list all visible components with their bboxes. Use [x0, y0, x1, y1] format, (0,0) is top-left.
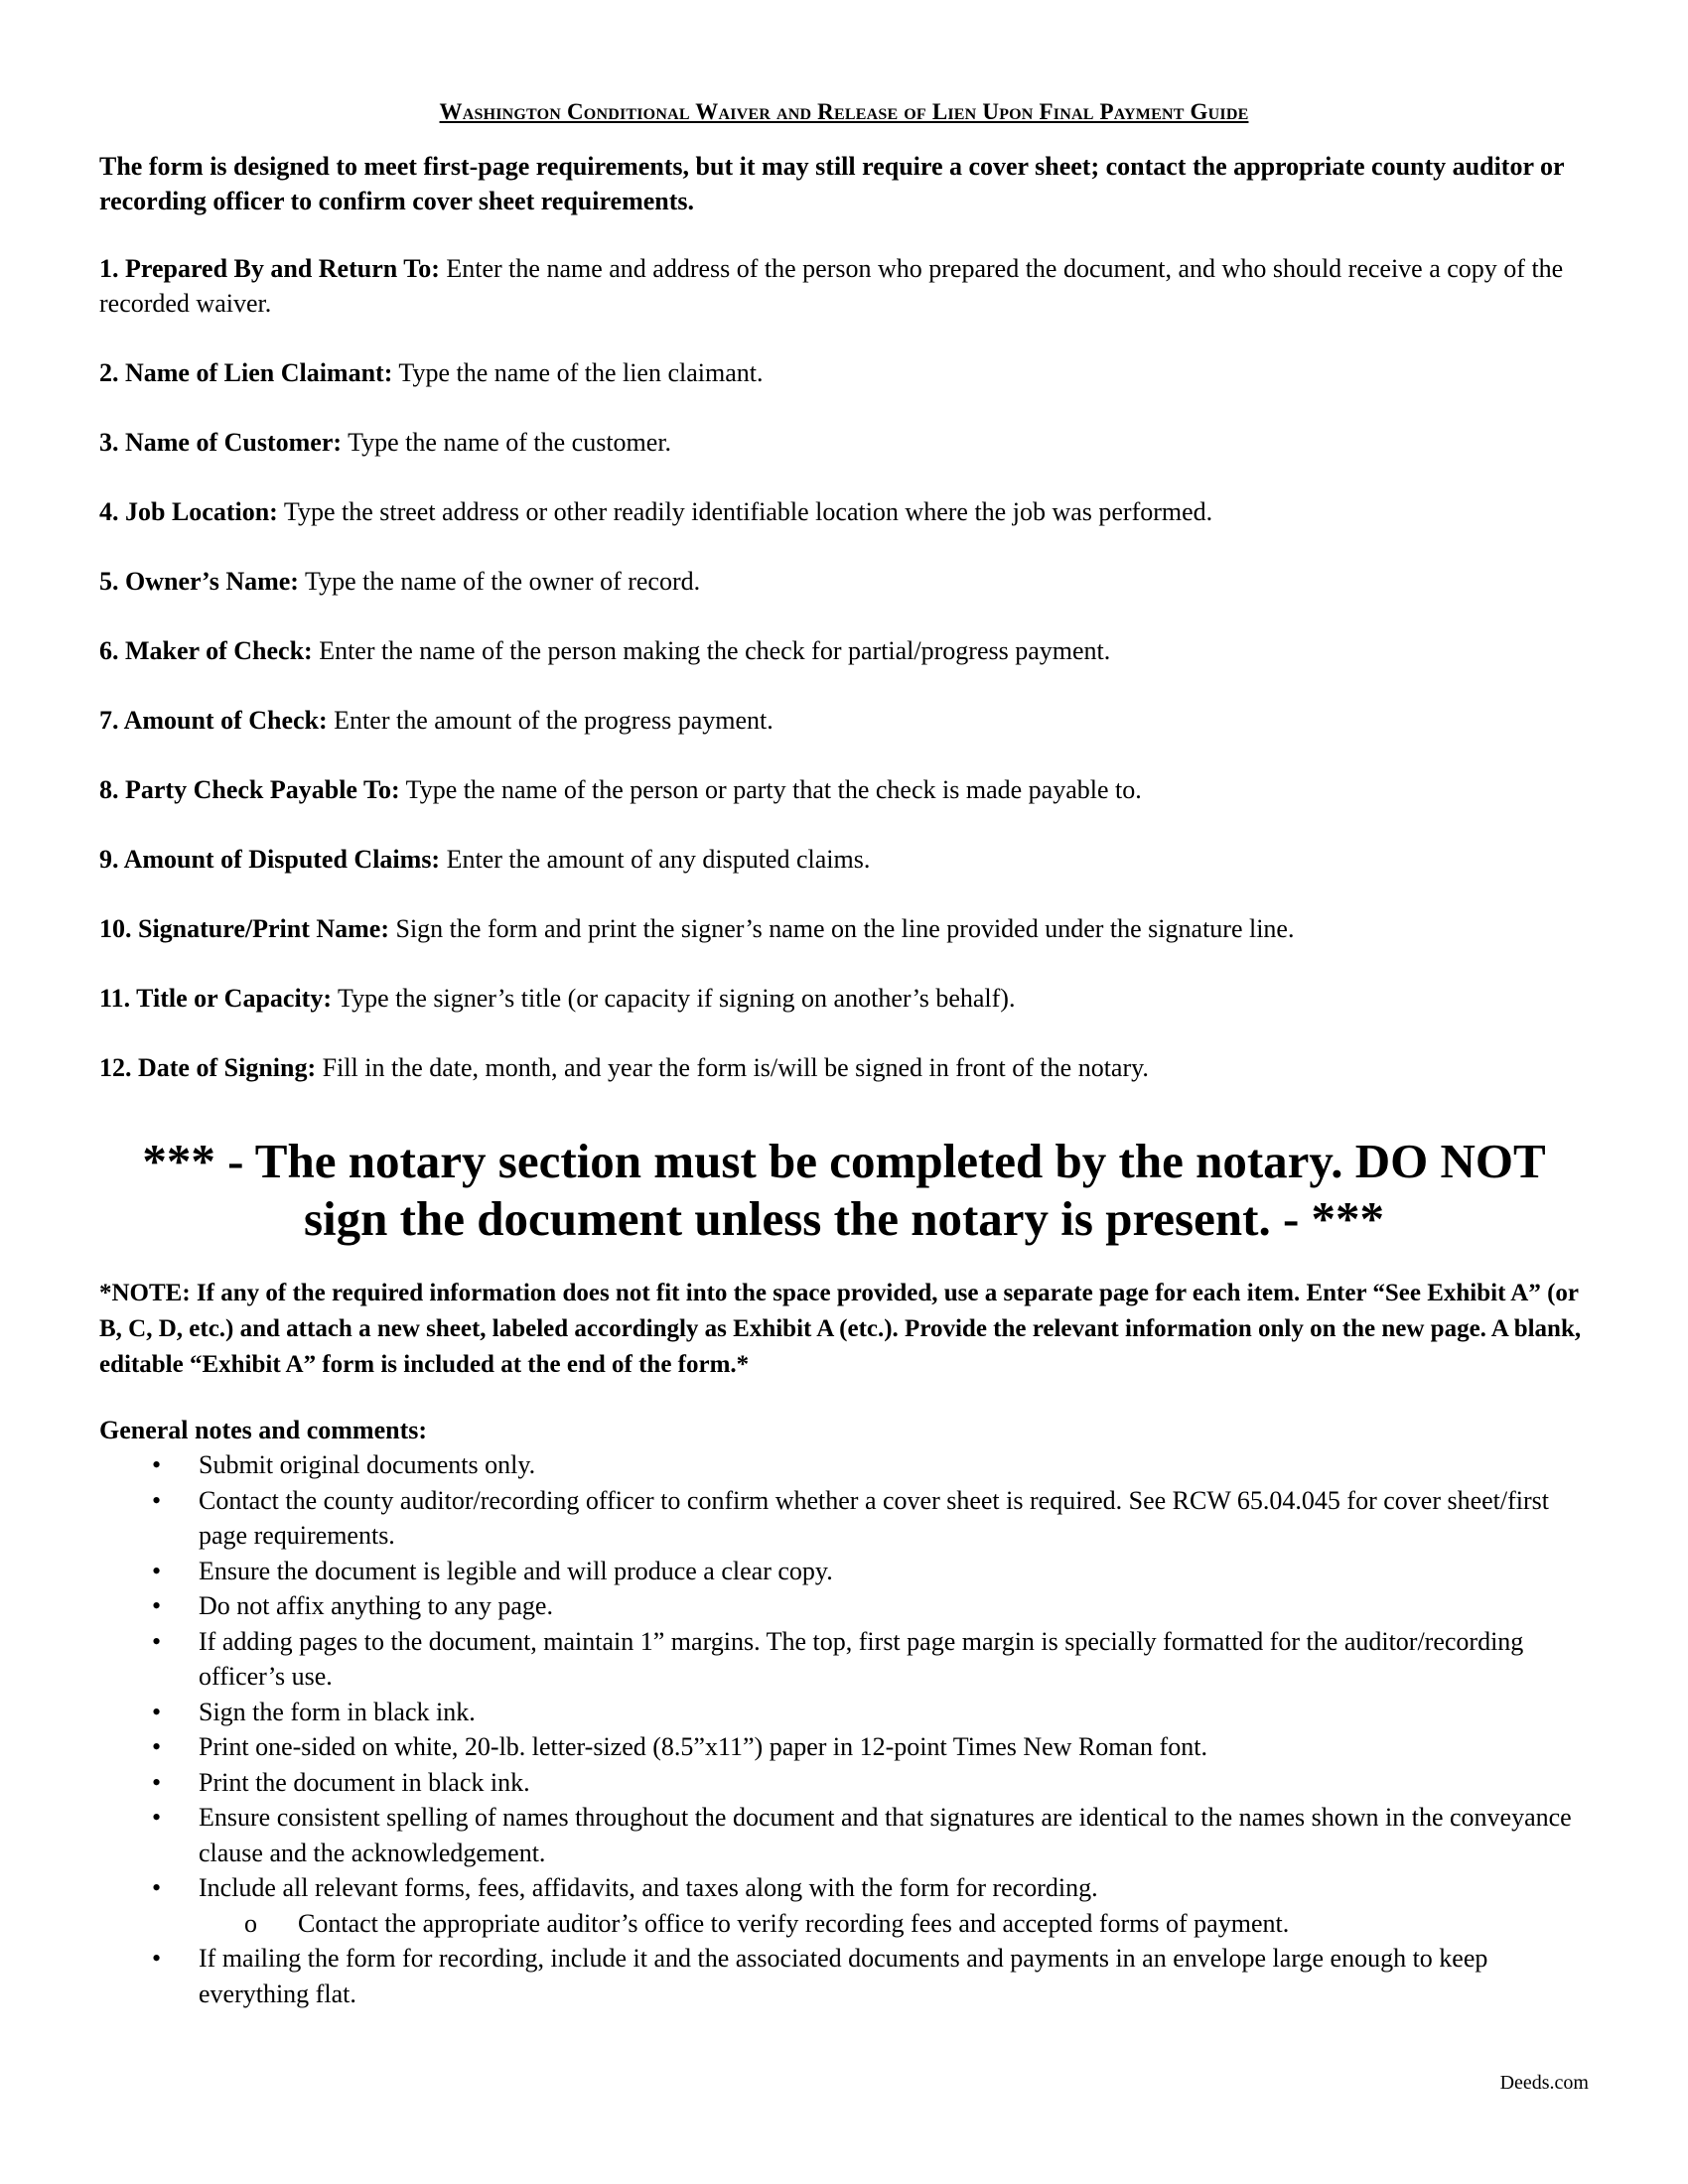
step-item — [99, 842, 1589, 877]
bullet-icon: • — [152, 1944, 162, 1973]
list-item — [99, 1800, 1589, 1870]
step-text: Enter the amount of the progress payment. — [327, 706, 774, 735]
bullet-icon: • — [152, 1626, 162, 1656]
document-title: Washington Conditional Waiver and Release of Lien Upon Final Payment Guide — [439, 99, 1249, 124]
instruction-steps — [99, 251, 1589, 1085]
step-item — [99, 772, 1589, 807]
list-item-text: Ensure the document is legible and will produce a clear copy. — [199, 1556, 833, 1585]
list-item — [99, 1695, 1589, 1730]
step-label: 11. Title or Capacity: — [99, 984, 332, 1013]
step-text: Enter the name and address of the person who prepared the document, and who should receive a copy of the recorded waiver. — [99, 254, 1564, 318]
bullet-icon: • — [152, 1591, 162, 1620]
step-text: Type the name of the lien claimant. — [392, 358, 764, 387]
step-item — [99, 703, 1589, 738]
document-page — [99, 99, 1589, 2011]
list-item — [99, 1483, 1589, 1554]
step-item — [99, 1050, 1589, 1085]
list-item-text: Include all relevant forms, fees, affidavits, and taxes along with the form for recording. — [199, 1873, 1098, 1902]
list-item — [99, 1554, 1589, 1589]
step-label: 9. Amount of Disputed Claims: — [99, 845, 441, 874]
step-label: 8. Party Check Payable To: — [99, 775, 400, 804]
list-item-text: Print one-sided on white, 20-lb. letter-sized (8.5”x11”) paper in 12-point Times New Roman font. — [199, 1732, 1207, 1761]
intro-paragraph: The form is designed to meet first-page requirements, but it may still require a cover sheet; contact the appropriate county auditor or recording officer to confirm cover sheet requirements. — [99, 152, 1565, 215]
step-label: 4. Job Location: — [99, 497, 278, 526]
bullet-icon: • — [152, 1732, 162, 1761]
sub-bullet-icon: o — [244, 1908, 257, 1938]
step-text: Type the name of the person or party that the check is made payable to. — [399, 775, 1142, 804]
list-item — [99, 1941, 1589, 2011]
list-item — [99, 1870, 1589, 1906]
list-item-text: Contact the county auditor/recording officer to confirm whether a cover sheet is required. See RCW 65.04.045 for cover sheet/first page requirements. — [199, 1485, 1549, 1550]
list-item-text: Contact the appropriate auditor’s office to verify recording fees and accepted forms of payment. — [298, 1908, 1290, 1938]
exhibit-note: *NOTE: If any of the required information does not fit into the space provided, use a separate page for each item. Enter “See Exhibit A” (or B, C, D, etc.) and attach a new sheet, labeled accordingly as Exhibit A (etc.). Provide the relevant information only on the new page. A blank, editable “Exhibit A” form is included at the end of the form.* — [99, 1280, 1582, 1378]
step-item — [99, 355, 1589, 390]
step-item — [99, 633, 1589, 668]
general-notes-list — [99, 1447, 1589, 2011]
step-text: Enter the amount of any disputed claims. — [440, 845, 871, 874]
step-item — [99, 911, 1589, 946]
list-item-text: Sign the form in black ink. — [199, 1697, 476, 1726]
list-item-text: If mailing the form for recording, include it and the associated documents and payments in an envelope large enough to keep everything flat. — [199, 1944, 1488, 2008]
bullet-icon: • — [152, 1767, 162, 1797]
bullet-icon: • — [152, 1697, 162, 1726]
list-item — [99, 1765, 1589, 1801]
list-item-text: Print the document in black ink. — [199, 1767, 530, 1797]
step-item — [99, 494, 1589, 529]
step-text: Fill in the date, month, and year the form is/will be signed in front of the notary. — [316, 1053, 1149, 1082]
step-label: 3. Name of Customer: — [99, 428, 343, 457]
step-text: Enter the name of the person making the check for partial/progress payment. — [312, 636, 1111, 665]
sub-list-item — [99, 1906, 1589, 1942]
step-label: 7. Amount of Check: — [99, 706, 328, 735]
step-text: Type the street address or other readily identifiable location where the job was performed. — [277, 497, 1213, 526]
step-text: Type the name of the owner of record. — [298, 567, 701, 596]
list-item — [99, 1729, 1589, 1765]
step-label: 5. Owner’s Name: — [99, 567, 299, 596]
step-label: 6. Maker of Check: — [99, 636, 313, 665]
step-item — [99, 981, 1589, 1016]
footer-brand: Deeds.com — [1499, 2072, 1589, 2094]
step-label: 2. Name of Lien Claimant: — [99, 358, 393, 387]
step-text: Type the signer’s title (or capacity if signing on another’s behalf). — [332, 984, 1016, 1013]
bullet-icon: • — [152, 1873, 162, 1902]
list-item — [99, 1588, 1589, 1624]
bullet-icon: • — [152, 1803, 162, 1832]
bullet-icon: • — [152, 1485, 162, 1515]
bullet-icon: • — [152, 1450, 162, 1479]
list-item — [99, 1447, 1589, 1483]
list-item-text: Do not affix anything to any page. — [199, 1591, 553, 1620]
list-item — [99, 1624, 1589, 1695]
step-text: Type the name of the customer. — [342, 428, 672, 457]
general-notes-heading: General notes and comments: — [99, 1416, 428, 1444]
list-item-text: Ensure consistent spelling of names throughout the document and that signatures are identical to the names shown in the conveyance clause and the acknowledgement. — [199, 1803, 1572, 1867]
list-item-text: If adding pages to the document, maintain 1” margins. The top, first page margin is specially formatted for the auditor/recording officer’s use. — [199, 1626, 1524, 1691]
step-label: 1. Prepared By and Return To: — [99, 254, 440, 283]
list-item-text: Submit original documents only. — [199, 1450, 536, 1479]
bullet-icon: • — [152, 1556, 162, 1585]
step-item — [99, 425, 1589, 460]
step-item — [99, 251, 1589, 321]
step-item — [99, 564, 1589, 599]
step-text: Sign the form and print the signer’s name on the line provided under the signature line. — [389, 914, 1295, 943]
notary-warning: *** - The notary section must be completed by the notary. DO NOT sign the document unless the notary is present. - *** — [142, 1134, 1546, 1246]
step-label: 12. Date of Signing: — [99, 1053, 317, 1082]
step-label: 10. Signature/Print Name: — [99, 914, 389, 943]
